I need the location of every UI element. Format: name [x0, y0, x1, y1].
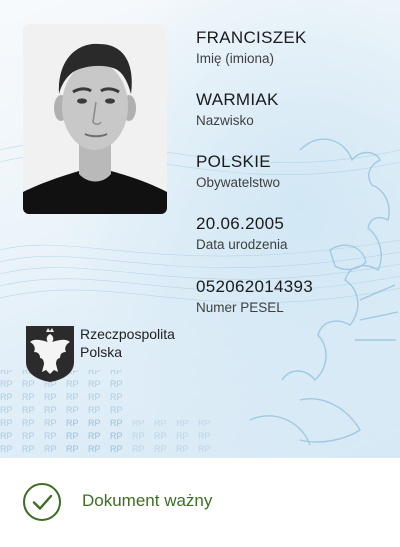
- country-line-1: Rzeczpospolita: [80, 326, 175, 342]
- pesel-label: Numer PESEL: [196, 300, 284, 315]
- last-name-label: Nazwisko: [196, 113, 254, 128]
- birth-date-label: Data urodzenia: [196, 237, 288, 252]
- pesel-field: [196, 277, 313, 316]
- citizenship-field: [196, 152, 280, 191]
- document-status-text: Dokument ważny: [82, 491, 213, 510]
- portrait-photo: [23, 24, 167, 214]
- last-name-field: [196, 90, 279, 129]
- country-line-2: Polska: [80, 344, 123, 360]
- first-name-value: FRANCISZEK: [196, 28, 307, 47]
- last-name-value: WARMIAK: [196, 90, 279, 109]
- country-name: [80, 325, 175, 361]
- birth-date-value: 20.06.2005: [196, 214, 285, 233]
- first-name-field: [196, 28, 307, 67]
- birth-date-field: [196, 214, 288, 253]
- pesel-value: 052062014393: [196, 277, 314, 296]
- check-circle-icon: [22, 482, 62, 522]
- polish-eagle-emblem-icon: [24, 324, 76, 382]
- first-name-label: Imię (imiona): [196, 51, 275, 66]
- citizenship-label: Obywatelstwo: [196, 175, 281, 190]
- citizenship-value: POLSKIE: [196, 152, 271, 171]
